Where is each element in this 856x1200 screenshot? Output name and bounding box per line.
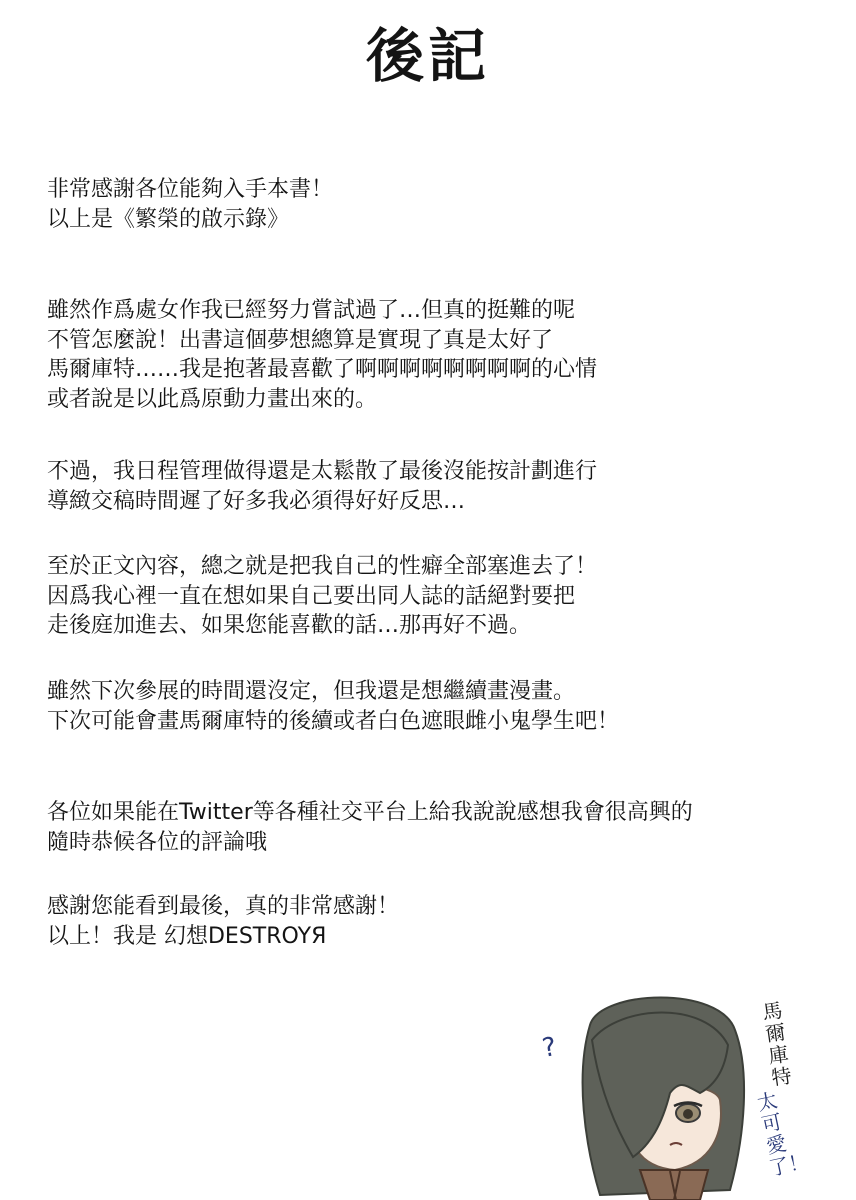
- page-title: 後記: [365, 22, 490, 90]
- paragraph-closing: [47, 892, 399, 951]
- paragraph-thanks: [47, 175, 333, 234]
- text-line: 至於正文內容，總之就是把我自己的性癖全部塞進去了！: [47, 554, 598, 579]
- text-line: 走後庭加進去、如果您能喜歡的話…那再好不過。: [47, 613, 532, 638]
- handwritten-comment: 太可愛了！: [754, 1087, 811, 1181]
- text-line: 或者說是以此爲原動力畫出來的。: [47, 386, 378, 412]
- paragraph-first-work: [47, 296, 597, 414]
- text-line: 不過，我日程管理做得還是太鬆散了最後沒能按計劃進行: [47, 459, 598, 484]
- paragraph-content: [47, 552, 597, 641]
- text-line: 以上是《繁榮的啟示錄》: [47, 206, 290, 232]
- text-line: 馬爾庫特……我是抱著最喜歡了啊啊啊啊啊啊啊啊的心情: [47, 357, 598, 382]
- chibi-illustration: [530, 985, 830, 1200]
- text-line: 非常感謝各位能夠入手本書！: [47, 177, 334, 202]
- pupil: [683, 1109, 693, 1119]
- paragraph-feedback: [47, 798, 693, 857]
- text-line: 以上！我是 幻想DESTROYЯ: [47, 923, 327, 949]
- text-line: 不管怎麼說！出書這個夢想總算是實現了真是太好了: [47, 327, 554, 353]
- paragraph-schedule: [47, 457, 597, 516]
- text-line: 雖然下次參展的時間還沒定，但我還是想繼續畫漫畫。: [47, 679, 576, 704]
- text-line: 隨時恭候各位的評論哦: [47, 829, 268, 855]
- handwritten-name: 馬爾庫特: [760, 998, 794, 1090]
- text-line: 導緻交稿時間遲了好多我必須得好好反思…: [47, 488, 466, 514]
- text-line: 雖然作爲處女作我已經努力嘗試過了…但真的挺難的呢: [47, 298, 576, 323]
- text-line: 下次可能會畫馬爾庫特的後續或者白色遮眼雌小鬼學生吧！: [47, 708, 620, 734]
- text-line: 各位如果能在Twitter等各種社交平台上給我說說感想我會很高興的: [47, 800, 693, 825]
- paragraph-next-event: [47, 677, 619, 736]
- question-mark: ?: [540, 1031, 559, 1064]
- text-line: 因爲我心裡一直在想如果自己要出同人誌的話絕對要把: [47, 583, 576, 609]
- text-line: 感謝您能看到最後，真的非常感謝！: [47, 894, 400, 919]
